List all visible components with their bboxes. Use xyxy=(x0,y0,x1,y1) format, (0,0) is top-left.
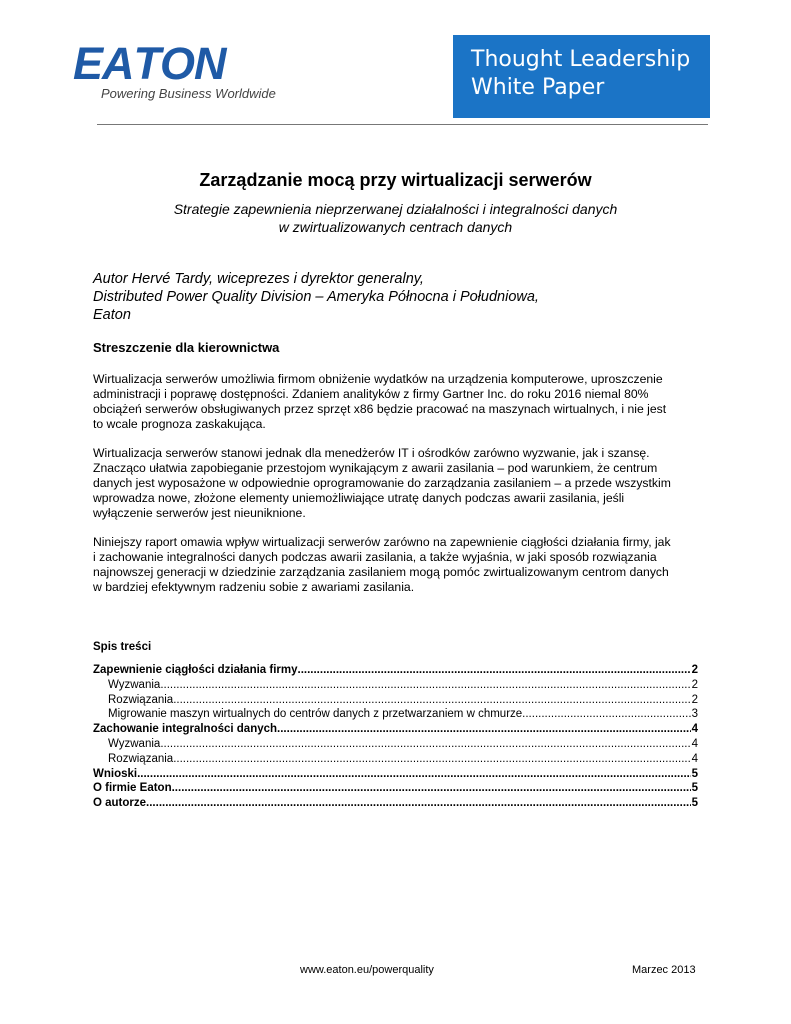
toc-entry-label: Migrowanie maszyn wirtualnych do centrów danych z przetwarzaniem w chmurze xyxy=(108,708,523,721)
toc-page-number: 5 xyxy=(691,797,698,810)
footer-url[interactable]: www.eaton.eu/powerquality xyxy=(300,964,434,976)
paragraph-line: obciążeń serwerów obsługiwanych przez sprzęt x86 będzie pracować na maszynach wirtualnych, i nie jest xyxy=(93,402,667,416)
subtitle-line: Strategie zapewnienia nieprzerwanej działalności i integralności danych xyxy=(173,201,618,217)
toc-entry[interactable] xyxy=(93,678,698,693)
toc-entry[interactable] xyxy=(93,737,698,752)
toc-page-number: 2 xyxy=(691,693,698,706)
toc-entry-label: Zachowanie integralności danych xyxy=(93,723,278,736)
banner-line-1: Thought Leadership xyxy=(471,47,691,72)
toc-page-number: 4 xyxy=(691,737,698,750)
summary-paragraph-2 xyxy=(93,446,705,521)
paragraph-line: wprowadza nowe, złożone elementy uniemożliwiające utratę danych podczas awarii zasilania, jeśli xyxy=(93,491,625,505)
header-divider xyxy=(97,124,708,125)
toc-entry-label: Wyzwania xyxy=(108,737,161,750)
paragraph-line: to wcale prognoza zaskakująca. xyxy=(93,417,266,431)
toc-entry[interactable] xyxy=(93,693,698,708)
toc-heading: Spis treści xyxy=(93,641,152,653)
logo-letter-n: N xyxy=(194,38,226,89)
toc-dot-leader xyxy=(160,737,690,752)
paragraph-line: w bardziej efektywnym radzeniu sobie z awariami zasilania. xyxy=(93,580,415,594)
toc-dot-leader xyxy=(137,767,691,782)
toc-entry[interactable] xyxy=(93,663,698,678)
logo-letter-a: A xyxy=(102,38,134,89)
toc-entry-label: Zapewnienie ciągłości działania firmy xyxy=(93,664,298,676)
paragraph-line: wyłączenie serwerów jest nieuniknione. xyxy=(93,506,306,520)
toc-entry-label: Rozwiązania xyxy=(108,693,174,706)
author-block xyxy=(93,270,539,324)
toc-page-number: 4 xyxy=(691,723,698,736)
footer-date: Marzec 2013 xyxy=(632,964,696,976)
paragraph-line: i zachowanie integralności danych podczas awarii zasilania, a także wyjaśnia, w jaki sposób rozwiązania xyxy=(93,550,657,564)
toc-entry[interactable] xyxy=(93,767,698,782)
author-line: Eaton xyxy=(93,307,131,323)
toc-entry-label: Wyzwania xyxy=(108,678,161,691)
toc-entry-label: O firmie Eaton xyxy=(93,782,172,795)
toc-page-number: 2 xyxy=(691,678,698,691)
author-line: Autor Hervé Tardy, wiceprezes i dyrektor generalny, xyxy=(93,271,424,287)
thought-leadership-banner xyxy=(453,35,710,118)
toc-entry[interactable] xyxy=(93,752,698,767)
toc-dot-leader xyxy=(173,693,690,708)
toc-dot-leader xyxy=(277,722,691,737)
paragraph-line: administracji i poprawę dostępności. Zdaniem analityków z firmy Gartner Inc. do roku 2016 niemal 80% xyxy=(93,387,649,401)
toc-dot-leader xyxy=(298,663,691,678)
document-subtitle xyxy=(0,200,791,236)
toc-dot-leader xyxy=(172,781,691,796)
toc-page-number: 4 xyxy=(691,752,698,765)
toc-entry[interactable] xyxy=(93,707,698,722)
toc-page-number: 2 xyxy=(691,664,698,676)
subtitle-line: w zwirtualizowanych centrach danych xyxy=(278,219,513,235)
toc-entry-label: Rozwiązania xyxy=(108,752,174,765)
banner-line-2: White Paper xyxy=(471,75,605,100)
logo-wordmark xyxy=(73,38,226,89)
toc-dot-leader xyxy=(160,678,690,693)
logo-letter-t: T xyxy=(133,38,161,89)
toc-entry[interactable] xyxy=(93,796,698,811)
paragraph-line: danych jest wyposażone w odpowiednie oprogramowanie do zarządzania zasilaniem – a przede wszystkim xyxy=(93,476,671,490)
toc-dot-leader xyxy=(173,752,690,767)
summary-heading: Streszczenie dla kierownictwa xyxy=(93,340,280,355)
logo-tagline: Powering Business Worldwide xyxy=(101,86,276,101)
author-line: Distributed Power Quality Division – Ameryka Północna i Południowa, xyxy=(93,289,539,305)
toc-dot-leader xyxy=(522,707,690,722)
toc-page-number: 3 xyxy=(691,708,698,721)
eaton-logo xyxy=(73,38,276,114)
paragraph-line: najnowszej generacji w dziedzinie zarządzania zasilaniem mogą pomóc zwirtualizowanym centrom danych xyxy=(93,565,669,579)
logo-letter-e: E xyxy=(73,38,103,89)
summary-paragraph-3 xyxy=(93,535,705,595)
document-title: Zarządzanie mocą przy wirtualizacji serwerów xyxy=(199,170,592,190)
logo-letter-o: O xyxy=(160,38,195,89)
paragraph-line: Znacząco ułatwia zapobieganie przestojom wynikającym z awarii zasilania – pod warunkiem, że centrum xyxy=(93,461,658,475)
table-of-contents xyxy=(93,663,698,811)
paragraph-line: Wirtualizacja serwerów stanowi jednak dla menedżerów IT i ośrodków zarówno wyzwanie, jak i szansę. xyxy=(93,446,650,460)
toc-page-number: 5 xyxy=(691,782,698,795)
paragraph-line: Niniejszy raport omawia wpływ wirtualizacji serwerów zarówno na zapewnienie ciągłości działania firmy, jak xyxy=(93,535,671,549)
toc-entry[interactable] xyxy=(93,722,698,737)
toc-dot-leader xyxy=(146,796,691,811)
summary-paragraph-1 xyxy=(93,372,705,432)
toc-entry[interactable] xyxy=(93,781,698,796)
toc-page-number: 5 xyxy=(691,767,698,780)
paragraph-line: Wirtualizacja serwerów umożliwia firmom obniżenie wydatków na urządzenia komputerowe, uproszczenie xyxy=(93,372,663,386)
toc-entry-label: Wnioski xyxy=(93,767,138,780)
toc-entry-label: O autorze xyxy=(93,797,147,810)
